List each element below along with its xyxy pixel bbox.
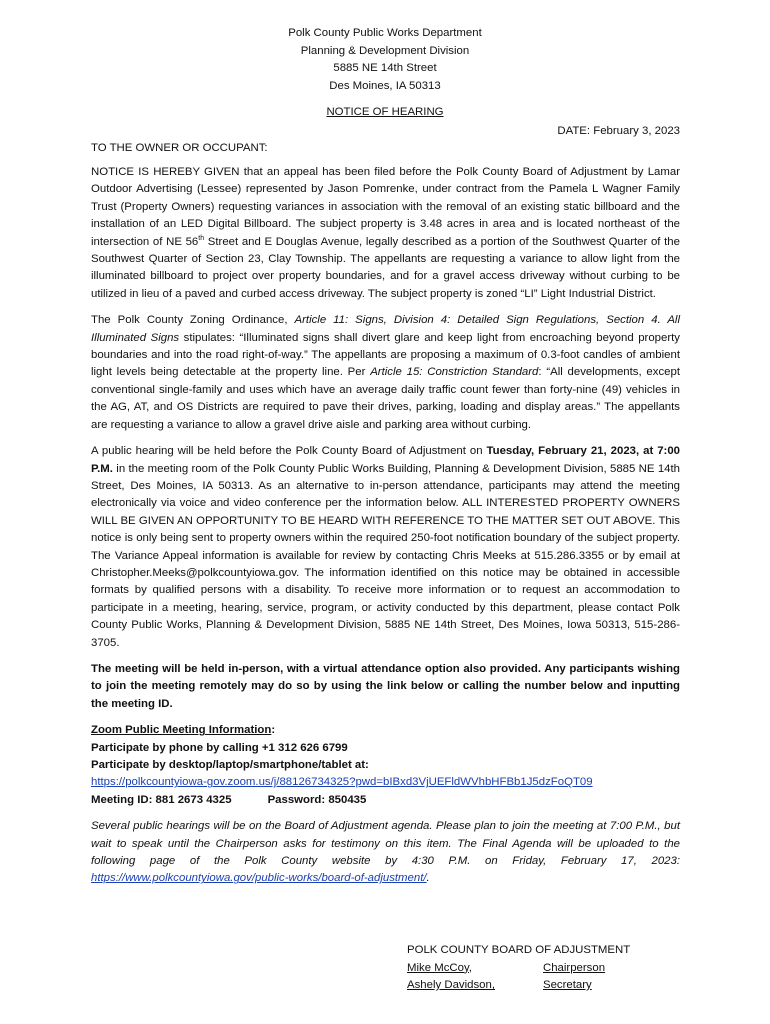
signer-name: Ashely Davidson, [407, 979, 496, 991]
zoom-link-line [91, 774, 680, 791]
ordinance-article-15: Article 15: Constriction Standard [370, 366, 539, 379]
ordinance-text-cont: stipulates: “Illuminated signs shall divert glare and keep light from encroaching beyond property boundaries and into the road right-of-way.” The appellants are proposing a maximum of 0.3-foot candles of ambient light levels being detectable at the property line. Per [91, 331, 680, 379]
signer-title: Chairperson [543, 961, 606, 974]
zoom-meeting-id: Meeting ID: 881 2673 4325 [91, 793, 232, 806]
zoom-device: Participate by desktop/laptop/smartphone/tablet at: [91, 759, 369, 771]
zoom-heading-line [91, 722, 680, 739]
signature-row [407, 977, 630, 995]
notice-body [91, 164, 680, 897]
division-name: Planning & Development Division [300, 44, 470, 57]
notice-title: NOTICE OF HEARING [326, 106, 444, 118]
paragraph-meeting-format: The meeting will be held in-person, with a virtual attendance option also provided. Any participants wishing to join the meeting remotely may do so by using the link below or calling the number below and inputting the meeting ID. [91, 662, 680, 710]
city-state-zip: Des Moines, IA 50313 [329, 79, 441, 92]
agenda-link[interactable]: https://www.polkcountyiowa.gov/public-works/board-of-adjustment/ [91, 872, 427, 885]
ordinance-article-11: Article 11: Signs, Division 4: Detailed Sign Regulations, Section 4. All Illuminated Signs [91, 314, 680, 344]
paragraph-hearing [91, 443, 680, 652]
zoom-phone: Participate by phone by calling +1 312 626 6799 [91, 741, 348, 754]
hearing-datetime: Tuesday, February 21, 2023, at 7:00 P.M. [91, 445, 680, 475]
zoom-heading: Zoom Public Meeting Information [91, 724, 272, 737]
paragraph-agenda [91, 818, 680, 888]
agenda-text: Several public hearings will be on the Board of Adjustment agenda. Please plan to join the meeting at 7:00 P.M., but wait to speak until the Chairperson asks for testimony on this item. The Final Agenda will be uploaded to the following page of the Polk County website by 4:30 P.M. on Friday, February 17, 2023: [91, 820, 680, 868]
board-name: POLK COUNTY BOARD OF ADJUSTMENT [407, 944, 631, 956]
paragraph-appeal [91, 164, 680, 303]
zoom-heading-colon: : [271, 724, 276, 737]
salutation: TO THE OWNER OR OCCUPANT: [91, 142, 268, 154]
paragraph-ordinance [91, 312, 680, 434]
ordinance-text-end: : “All developments, except conventional single-family and uses which have an average daily traffic count fewer than forty-nine (49) vehicles in the AG, AT, and OS Districts are required to pave their drives, parking, loading and display areas.” The appellants are requesting a variance to allow a gravel drive aisle and parking area without curbing. [91, 366, 680, 431]
department-name: Polk County Public Works Department [288, 27, 482, 39]
signer-name: Mike McCoy, [407, 961, 472, 974]
street-address: 5885 NE 14th Street [333, 62, 437, 74]
signature-block [407, 942, 630, 995]
ordinance-text: The Polk County Zoning Ordinance, [91, 314, 295, 327]
signer-title: Secretary [543, 979, 592, 991]
hearing-text-cont: in the meeting room of the Polk County Public Works Building, Planning & Development Division, 5885 NE 14th Street, Des Moines, IA 50313. As an alternative to in-person attendance, participants may attend the meeting electronically via voice and video conference per the information below. ALL INTERESTED PROPERTY OWNERS WILL BE GIVEN AN OPPORTUNITY TO BE HEARD WITH REFERENCE TO THE MATTER SET OUT ABOVE. This notice is only being sent to property owners within the required 250-foot notification boundary of the subject property. The Variance Appeal information is available for review by contacting Chris Meeks at 515.286.3355 or by email at Christopher.Meeks@polkcountyiowa.gov. The information identified on this notice may be obtained in accessible formats by qualified persons with a disability. To receive more information or to request an accommodation to participate in a meeting, hearing, service, program, or activity conducted by this department, please contact Polk County Public Works, Planning & Development Division, 5885 NE 14th Street, Des Moines, Iowa 50313, 515-286-3705. [91, 462, 680, 649]
agenda-period: . [426, 872, 430, 885]
zoom-info [91, 722, 680, 809]
letterhead [0, 25, 770, 95]
zoom-link[interactable]: https://polkcountyiowa-gov.zoom.us/j/88126734325?pwd=bIBxd3VjUEFldWVhbHFBb1J5dzFoQT09 [91, 776, 593, 789]
notice-date: DATE: February 3, 2023 [557, 125, 680, 137]
ordinal-suffix: th [198, 234, 205, 242]
paragraph-appeal-text: NOTICE IS HEREBY GIVEN that an appeal has been filed before the Polk County Board of Adjustment by Lamar Outdoor Advertising (Lessee) represented by Jason Pomrenke, under contract from the Pamela L Wagner Family Trust (Property Owners) requesting variances in association with the removal of an existing static billboard and the installation of an LED Digital Billboard. The subject property is 3.48 acres in area and is located northeast of the intersection of NE 56 [91, 166, 680, 248]
zoom-credentials [91, 792, 680, 809]
zoom-password: Password: 850435 [267, 793, 367, 806]
signature-row [407, 960, 630, 978]
hearing-text: A public hearing will be held before the Polk County Board of Adjustment on [91, 445, 487, 458]
paragraph-appeal-text-cont: Street and E Douglas Avenue, legally described as a portion of the Southwest Quarter of the Southwest Quarter of Section 23, Clay Township. The appellants are requesting a variance to allow light from the illuminated billboard to project over property boundaries, and for a gravel access driveway without curbing to be utilized in lieu of a paved and curbed access driveway. The subject property is zoned “LI” Light Industrial District. [91, 235, 680, 300]
